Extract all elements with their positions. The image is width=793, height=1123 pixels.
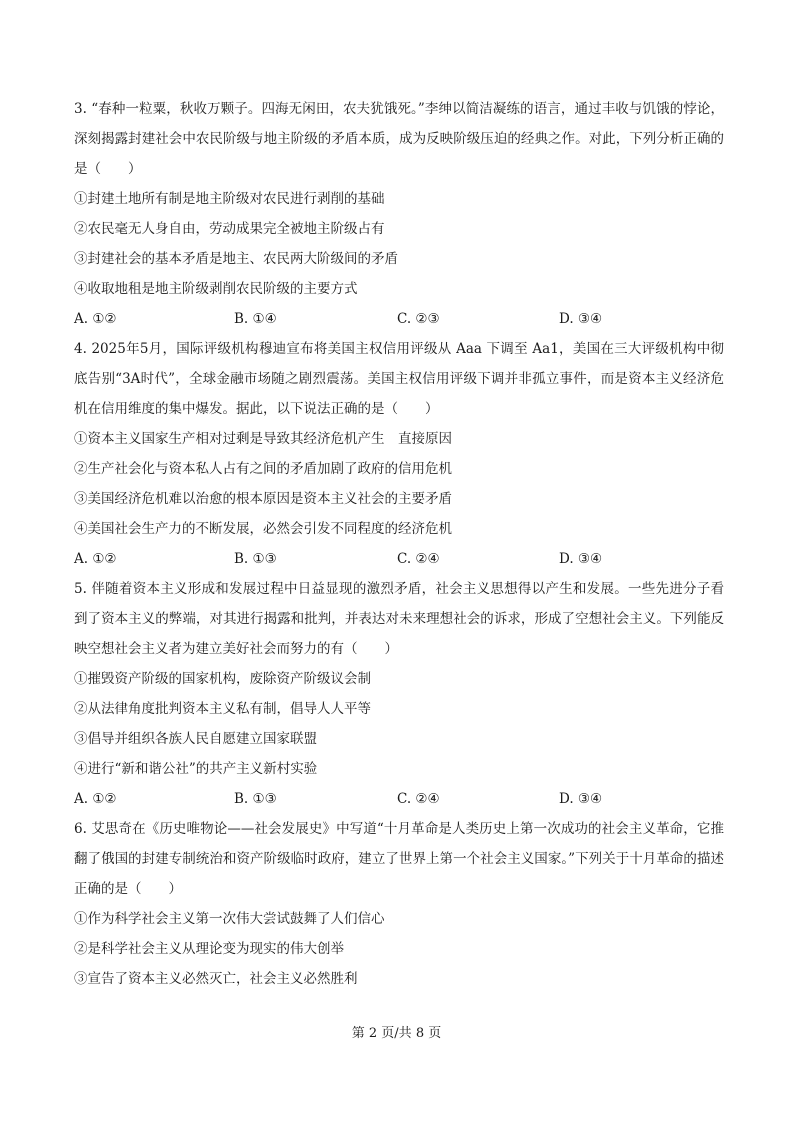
- statement-item: ①封建土地所有制是地主阶级对农民进行剥削的基础: [74, 191, 385, 207]
- question-stem: 3. “春种一粒粟，秋收万颗子。四海无闲田，农夫犹饿死。”李绅以简洁凝练的语言，通过丰收与饥饿的悖论，深刻揭露封建社会中农民阶级与地主阶级的矛盾本质，成为反映阶级压迫的经典之作。对此，下列分析正确的是（ ）: [74, 101, 724, 177]
- statement-item: ①摧毁资产阶级的国家机构，废除资产阶级议会制: [74, 671, 371, 687]
- page-number-footer: 第 2 页/共 8 页: [351, 1026, 442, 1041]
- option-d: D. ③④: [559, 551, 603, 567]
- statement-item: ④收取地租是地主阶级剥削农民阶级的主要方式: [74, 281, 358, 297]
- statement-item: ②农民毫无人身自由，劳动成果完全被地主阶级占有: [74, 221, 385, 237]
- statement-item: ①作为科学社会主义第一次伟大尝试鼓舞了人们信心: [74, 911, 385, 927]
- option-a: A. ①②: [74, 791, 117, 807]
- question-stem: 6. 艾思奇在《历史唯物论——社会发展史》中写道“十月革命是人类历史上第一次成功的社会主义革命，它推翻了俄国的封建专制统治和资产阶级临时政府，建立了世界上第一个社会主义国家。”下列关于十月革命的描述正确的是（ ）: [74, 821, 724, 897]
- option-b: B. ①④: [234, 311, 277, 327]
- statement-item: ②从法律角度批判资本主义私有制，倡导人人平等: [74, 701, 371, 717]
- question-5: [74, 574, 724, 814]
- question-stem: 5. 伴随着资本主义形成和发展过程中日益显现的激烈矛盾，社会主义思想得以产生和发展。一些先进分子看到了资本主义的弊端，对其进行揭露和批判，并表达对未来理想社会的诉求，形成了空想社会主义。下列能反映空想社会主义者为建立美好社会而努力的有（ ）: [74, 581, 724, 657]
- statement-item: ③美国经济危机难以治愈的根本原因是资本主义社会的主要矛盾: [74, 491, 452, 507]
- statement-item: ②是科学社会主义从理论变为现实的伟大创举: [74, 941, 344, 957]
- page-content: [74, 94, 724, 994]
- question-6: [74, 814, 724, 994]
- option-a: A. ①②: [74, 311, 117, 327]
- statement-item: ①资本主义国家生产相对过剩是导致其经济危机产生 直接原因: [74, 431, 452, 447]
- answer-options: [74, 544, 724, 574]
- statement-item: ④美国社会生产力的不断发展，必然会引发不同程度的经济危机: [74, 521, 452, 537]
- option-a: A. ①②: [74, 551, 117, 567]
- question-3: [74, 94, 724, 334]
- statement-item: ③封建社会的基本矛盾是地主、农民两大阶级间的矛盾: [74, 251, 398, 267]
- statement-item: ③倡导并组织各族人民自愿建立国家联盟: [74, 731, 317, 747]
- question-stem: 4. 2025年5月，国际评级机构穆迪宣布将美国主权信用评级从 Aaa 下调至 Aa1，美国在三大评级机构中彻底告别“3A时代”，全球金融市场随之剧烈震荡。美国主权信用评级下调并非孤立事件，而是资本主义经济危机在信用维度的集中爆发。据此，以下说法正确的是（ ）: [74, 341, 724, 417]
- option-b: B. ①③: [234, 791, 277, 807]
- answer-options: [74, 784, 724, 814]
- option-d: D. ③④: [559, 791, 603, 807]
- statement-item: ④进行“新和谐公社”的共产主义新村实验: [74, 761, 318, 777]
- statement-item: ②生产社会化与资本私人占有之间的矛盾加剧了政府的信用危机: [74, 461, 452, 477]
- option-b: B. ①③: [234, 551, 277, 567]
- option-c: C. ②④: [397, 791, 440, 807]
- option-c: C. ②④: [397, 551, 440, 567]
- answer-options: [74, 304, 724, 334]
- option-d: D. ③④: [559, 311, 603, 327]
- question-4: [74, 334, 724, 574]
- statement-item: ③宣告了资本主义必然灭亡，社会主义必然胜利: [74, 971, 358, 987]
- option-c: C. ②③: [397, 311, 440, 327]
